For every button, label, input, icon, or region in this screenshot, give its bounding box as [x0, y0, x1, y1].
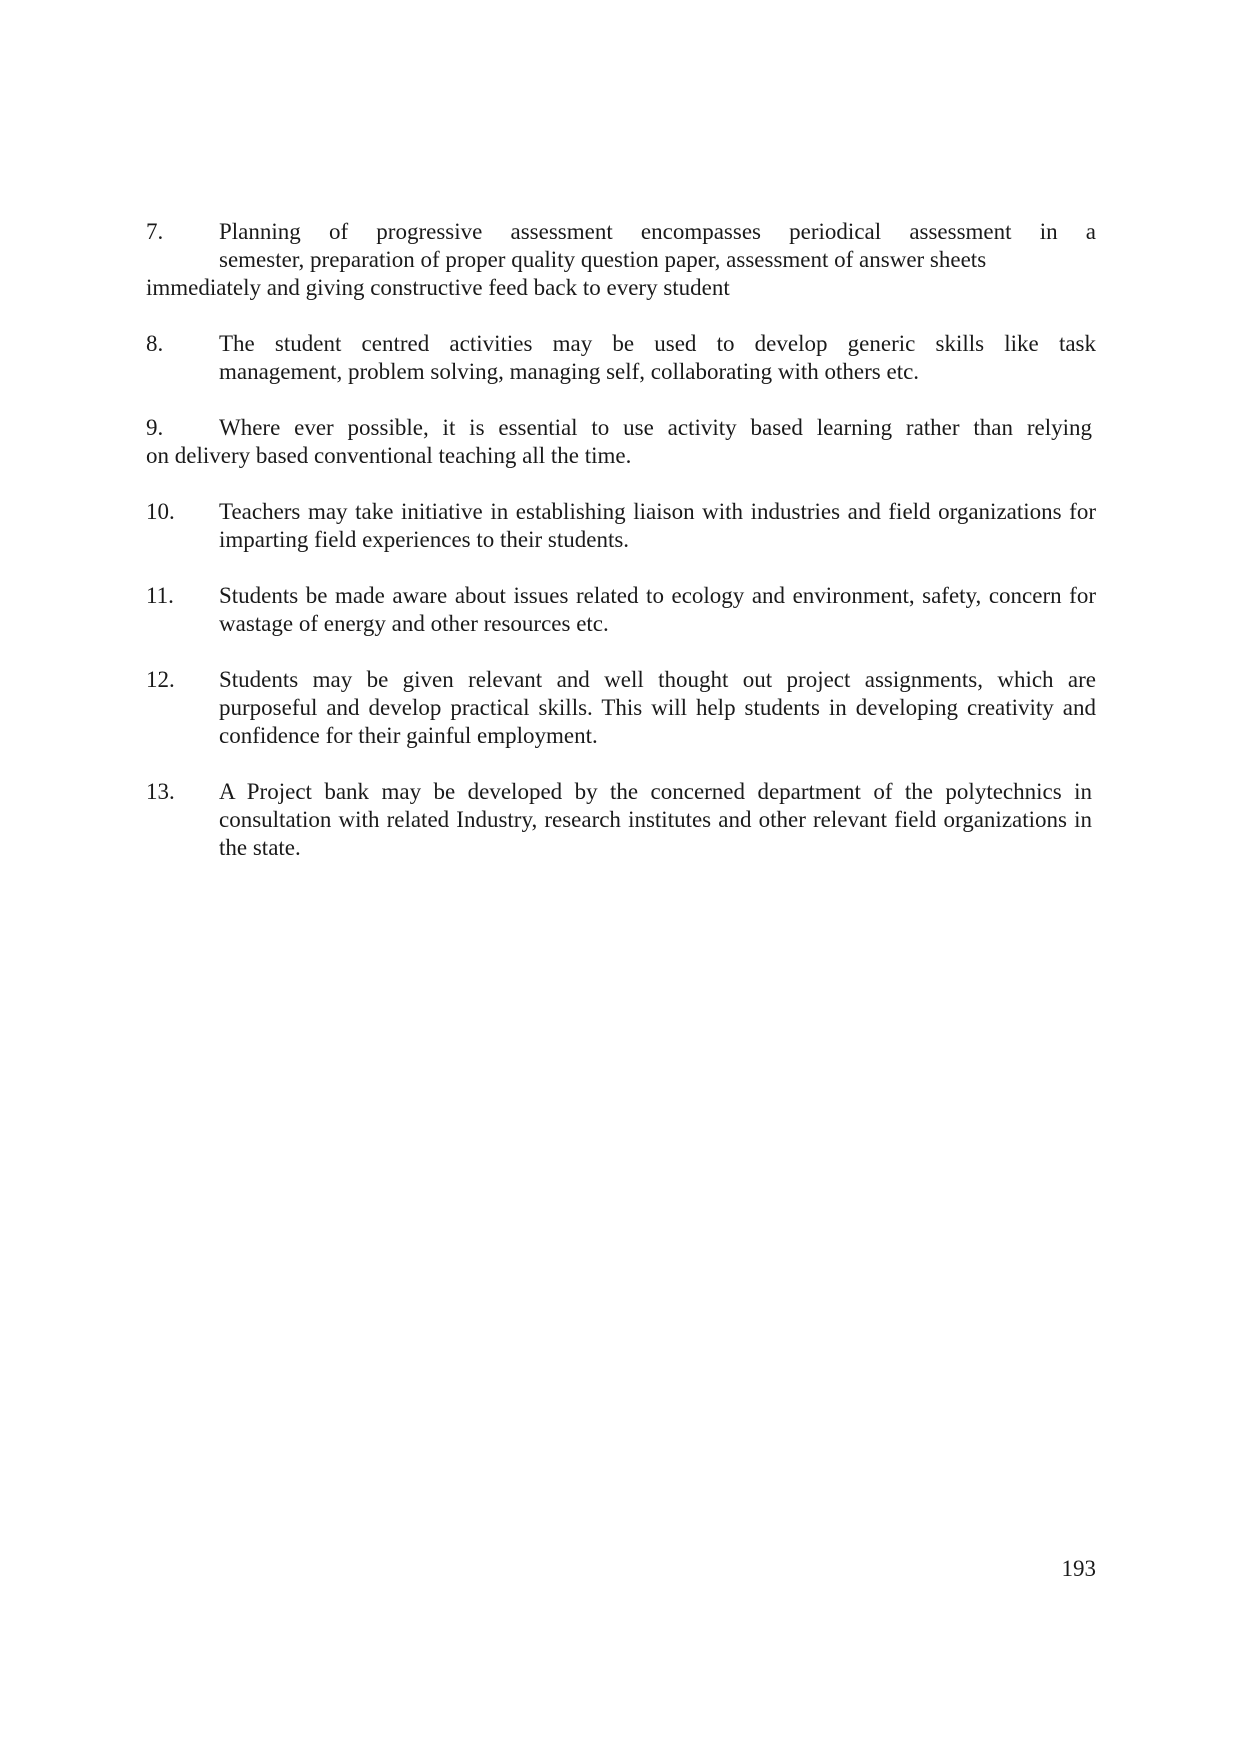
list-item [146, 330, 1096, 386]
item-text-line-3: immediately and giving constructive feed back to every student [146, 275, 730, 300]
item-text-line-1: Where ever possible, it is essential to use activity based learning rather than relying [219, 415, 1092, 440]
item-text-line [146, 218, 1096, 246]
item-number: 12. [146, 667, 175, 692]
item-number: 7. [146, 219, 164, 244]
item-text: Students may be given relevant and well thought out project assignments, which are purposeful and develop practical skills. This will help students in developing creativity and confidence for their gainful employment. [219, 667, 1096, 748]
recommendations-list [146, 218, 1096, 890]
item-number: 10. [146, 499, 175, 524]
item-number: 11. [146, 583, 174, 608]
list-item [146, 414, 1096, 470]
list-item [146, 666, 1096, 750]
item-text-line [146, 330, 1096, 358]
item-text-line-2: management, problem solving, managing self, collaborating with others etc. [219, 359, 920, 384]
item-text-line-2: semester, preparation of proper quality question paper, assessment of answer sheets [219, 247, 987, 272]
list-item [146, 218, 1096, 302]
list-item [146, 498, 1096, 554]
list-item [146, 582, 1096, 638]
item-number: 13. [146, 779, 175, 804]
page-number: 193 [1061, 1556, 1096, 1581]
item-text-line-2: on delivery based conventional teaching all the time. [146, 443, 632, 468]
item-text: Students be made aware about issues related to ecology and environment, safety, concern for wastage of energy and other resources etc. [219, 583, 1096, 636]
item-text-line-1: The student centred activities may be used to develop generic skills like task [219, 331, 1096, 356]
item-number: 8. [146, 331, 164, 356]
item-text-line-1: Planning of progressive assessment encompasses periodical assessment in a [219, 219, 1096, 244]
item-text: A Project bank may be developed by the concerned department of the polytechnics in consultation with related Industry, research institutes and other relevant field organizations in the state. [219, 779, 1092, 860]
item-text-line [146, 414, 1096, 442]
item-text: Teachers may take initiative in establishing liaison with industries and field organizations for imparting field experiences to their students. [219, 499, 1096, 552]
list-item [146, 778, 1096, 862]
item-number: 9. [146, 415, 164, 440]
